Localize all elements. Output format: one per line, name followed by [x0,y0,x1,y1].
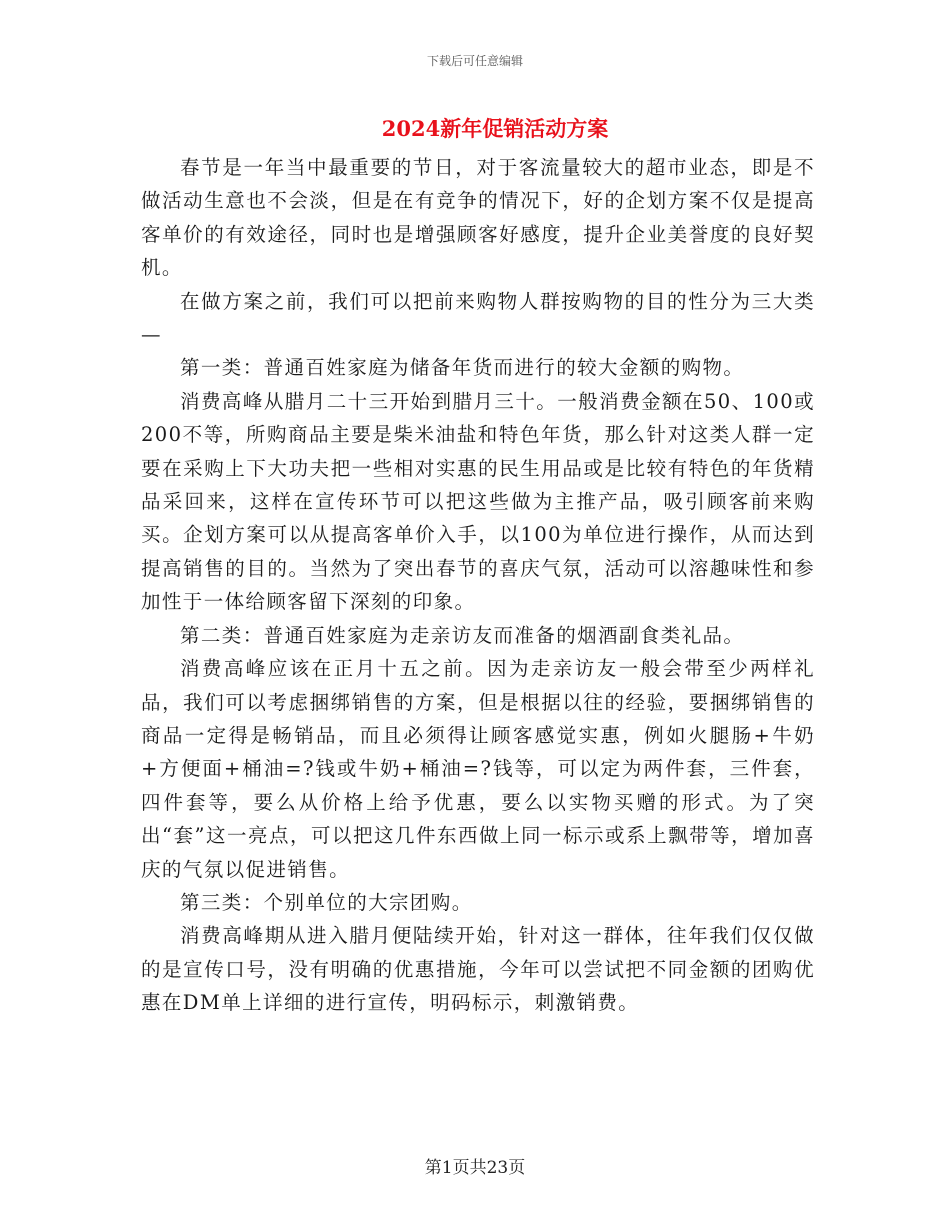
paragraph-category-1-heading: 第一类：普通百姓家庭为储备年货而进行的较大金额的购物。 [180,356,745,380]
paragraph-category-3-body: 消费高峰期从进入腊月便陆续开始，针对这一群体，往年我们仅仅做的是宣传口号，没有明确的优惠措施，今年可以尝试把不同金额的团购优惠在DM单上详细的进行宣传，明码标示，刺激销费。 [141,924,815,1015]
header-note: 下载后可任意编辑 [426,54,523,68]
document-body [141,151,815,1020]
document-title: 2024新年促销活动方案 [381,116,609,141]
paragraph-intro: 春节是一年当中最重要的节日，对于客流量较大的超市业态，即是不做活动生意也不会淡，但是在有竞争的情况下，好的企划方案不仅是提高客单价的有效途径，同时也是增强顾客好感度，提升企业美誉度的良好契机。 [141,156,815,280]
paragraph-category-2-heading: 第二类：普通百姓家庭为走亲访友而准备的烟酒副食类礼品。 [180,623,745,647]
page-number: 第1页共23页 [424,1158,526,1178]
paragraph-category-2-body: 消费高峰应该在正月十五之前。因为走亲访友一般会带至少两样礼品，我们可以考虑捆绑销售的方案，但是根据以往的经验，要捆绑销售的商品一定得是畅销品，而且必须得让顾客感觉实惠，例如火腿肠+牛奶+方便面+桶油=?钱或牛奶+桶油=?钱等，可以定为两件套，三件套，四件套等，要么从价格上给予优惠，要么以实物买赠的形式。为了突出“套”这一亮点，可以把这几件东西做上同一标示或系上飘带等，增加喜庆的气氛以促进销售。 [141,657,815,881]
paragraph-categories: 在做方案之前，我们可以把前来购物人群按购物的目的性分为三大类— [141,289,815,347]
paragraph-category-1-body: 消费高峰从腊月二十三开始到腊月三十。一般消费金额在50、100或200不等，所购商品主要是柴米油盐和特色年货，那么针对这类人群一定要在采购上下大功夫把一些相对实惠的民生用品或是比较有特色的年货精品采回来，这样在宣传环节可以把这些做为主推产品，吸引顾客前来购买。企划方案可以从提高客单价入手，以100为单位进行操作，从而达到提高销售的目的。当然为了突出春节的喜庆气氛，活动可以溶趣味性和参加性于一体给顾客留下深刻的印象。 [141,389,815,614]
paragraph-category-3-heading: 第三类：个别单位的大宗团购。 [180,890,473,914]
